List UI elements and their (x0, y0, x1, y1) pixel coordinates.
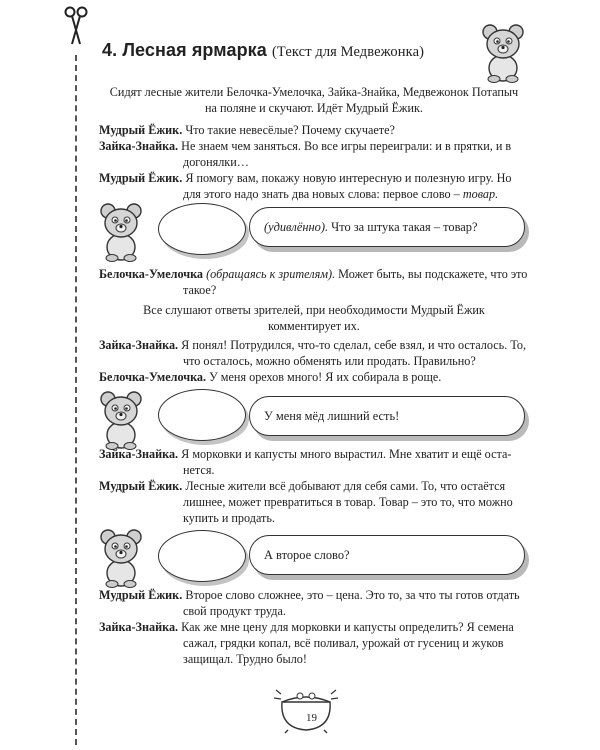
bear-icon (97, 527, 145, 589)
stage-direction: Все слушают ответы зрителей, при необходимости Мудрый Ёжик комментирует их. (143, 303, 485, 333)
speech-bubble-1: (удивлённо). Что за штука такая – товар? (249, 207, 525, 247)
cut-line (75, 55, 77, 745)
dialogue-block-2: Белочка-Умелочка (обращаясь к зрителям). Может быть, вы подскажете, что это такое? (99, 267, 528, 297)
bear-icon (97, 201, 145, 263)
speech-oval (158, 530, 246, 582)
intro-text: Сидят лесные жители Белочка-Умелочка, Зайка-Знайка, Медвежонок Потапыч на поляне и скучают. Идёт Мудрый Ёжик. (109, 85, 519, 115)
speech-bubble-3: А второе слово? (249, 535, 525, 575)
page-number: 19 (306, 712, 317, 724)
bear-icon (97, 389, 145, 451)
speech-bubble-2: У меня мёд лишний есть! (249, 396, 525, 436)
speech-oval (158, 203, 246, 255)
dialogue-block-1: Мудрый Ёжик. Что такие невесёлые? Почему скучаете? Зайка-Знайка. Не знаем чем заняться. Во все игры переиграли: и в прятки, и в догонялки… Мудрый Ёжик. Я помогу вам, покажу новую интересную и полезную игру. Но для этого надо знать два новых слова: первое слово – товар. (99, 123, 512, 201)
page-title: 4. Лесная ярмарка (Текст для Медвежонка) (102, 40, 425, 60)
bear-icon (480, 22, 526, 84)
dialogue-block-3: Зайка-Знайка. Я понял! Потрудился, что-то сделал, себе взял, и что осталось. То, что осталось, можно обменять или продать. Правильно? Белочка-Умелочка. У меня орехов много! Я их собирала в роще. (99, 338, 527, 384)
dialogue-block-5: Мудрый Ёжик. Второе слово сложнее, это – цена. Это то, за что ты готов отдать свой продукт труда. Зайка-Знайка. Как же мне цену для морковки и капусты определить? Я семена сажал, грядки копал, всё поливал, урожай от гусениц и жуков защищал. Трудно было! (99, 588, 520, 666)
coin-purse-icon (272, 676, 340, 734)
scissors-icon (63, 6, 89, 46)
dialogue-block-4: Зайка-Знайка. Я морковки и капусты много вырастил. Мне хватит и ещё оста-нется. Мудрый Ёжик. Лесные жители всё добывают для себя сами. То, что остаётся лишнее, может превратиться в товар. Товар – это то, что можно купить и продать. (99, 447, 513, 525)
speech-oval (158, 389, 246, 441)
